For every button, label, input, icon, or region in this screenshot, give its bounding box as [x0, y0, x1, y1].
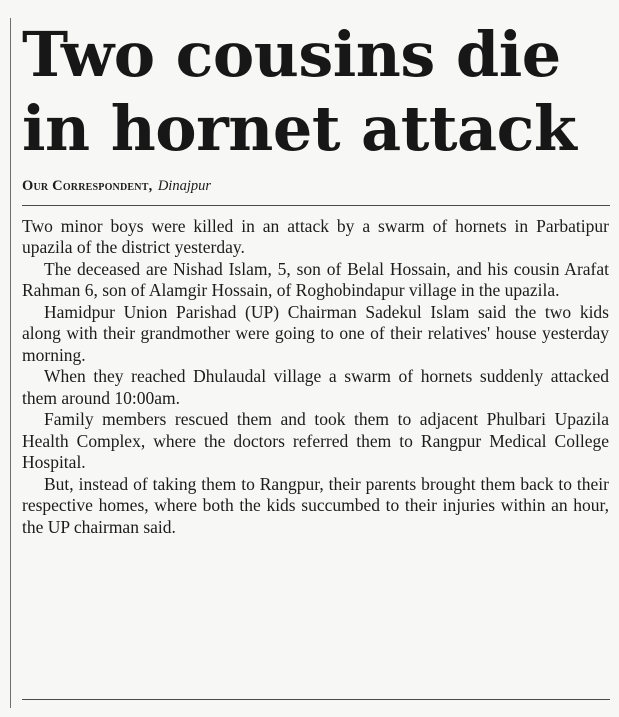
column-divider-left [10, 18, 11, 708]
article-paragraph: When they reached Dhulaudal village a swarm of hornets suddenly attacked them around 10:00am. [22, 366, 609, 408]
byline-location: Dinajpur [157, 177, 211, 194]
article-paragraph: But, instead of taking them to Rangpur, their parents brought them back to their respective homes, where both the kids succumbed to their injuries within an hour, the UP chairman said. [22, 473, 609, 537]
article-paragraph: Hamidpur Union Parishad (UP) Chairman Sadekul Islam said the two kids along with their grandmother were going to one of their relatives' house yesterday morning. [22, 301, 609, 365]
headline-divider [22, 205, 610, 206]
article-byline [22, 177, 612, 195]
byline-separator: , [148, 177, 153, 194]
article-headline: Two cousins die in hornet attack [22, 18, 577, 166]
article-paragraph: Family members rescued them and took them to adjacent Phulbari Upazila Health Complex, where the doctors referred them to Rangpur Medical College Hospital. [22, 409, 609, 473]
article-paragraph: The deceased are Nishad Islam, 5, son of Belal Hossain, and his cousin Arafat Rahman 6, son of Alamgir Hossain, of Roghobindapur village in the upazila. [22, 258, 609, 301]
article-paragraph: Two minor boys were killed in an attack by a swarm of hornets in Parbatipur upazila of the district yesterday. [22, 215, 609, 258]
article-bottom-divider [22, 699, 610, 700]
news-article [22, 18, 612, 538]
article-body [22, 216, 609, 539]
byline-author: Our Correspondent [22, 177, 149, 194]
